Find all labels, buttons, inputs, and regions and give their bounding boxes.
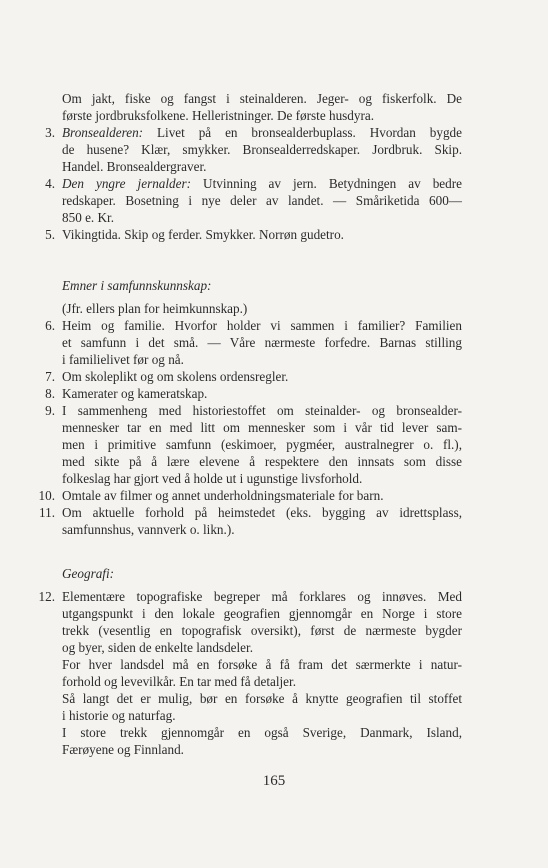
text-line [62,588,462,605]
text-line [62,351,462,368]
text-line [62,487,462,504]
text-line [62,707,462,724]
line-text: Så langt det er mulig, bør en forsøke å knytte geografien til stoffet [62,691,462,706]
text-line [62,673,462,690]
list-item [39,504,462,538]
text-line [62,209,462,226]
line-text: Omtale av filmer og annet underholdningsmateriale for barn. [62,488,384,503]
text-line [62,622,462,639]
line-text: I sammenheng med historiestoffet om steinalder- og bronsealder- [62,403,462,418]
heading-geografi: Geografi: [62,566,115,581]
text-line [62,504,462,521]
line-text: utgangspunkt i den lokale geografien gjennomgår en Norge i store [62,606,462,621]
line-text: redskaper. Bosetning i nye deler av landet. — Småriketida 600— [62,193,462,208]
geography-topics-list [38,588,462,758]
text-line [62,124,462,141]
list-item [45,124,462,175]
line-text: Vikingtida. Skip og ferder. Smykker. Norrøn gudetro. [62,227,344,242]
text-line [62,453,462,470]
list-item [45,402,462,487]
line-text: forhold og levevilkår. En tar med få detaljer. [62,674,296,689]
line-text: Utvinning av jern. Betydningen av bedre [191,176,463,191]
line-text: mennesker tar en med litt om mennesker som i vår tid lever sam- [62,420,462,435]
text-line [62,192,462,209]
social-studies-topics-list [38,300,462,538]
text-line [62,521,462,538]
list-item [38,588,462,758]
text-line [62,385,462,402]
item-number: 6. [45,318,55,333]
item-number: 11. [39,505,55,520]
text-line [62,368,462,385]
item-number: 12. [38,589,55,604]
line-text: 850 e. Kr. [62,210,115,225]
text-line [62,175,462,192]
text-line [62,605,462,622]
line-text: folkeslag har gjort ved å holde ut i ugunstige livsforhold. [62,471,363,486]
line-text: med sikte på å lære elevene å respektere den innsats som disse [62,454,462,469]
text-line [62,741,462,758]
italic-term: Bronsealderen: [62,125,144,140]
item-number: 8. [45,386,55,401]
text-line [62,690,462,707]
italic-term: Den yngre jernalder: [62,176,192,191]
page-number: 165 [262,773,286,789]
text-line [62,419,462,436]
line-text: Elementære topografiske begreper må forklares og innøves. Med [62,589,462,604]
line-text: samfunnshus, vannverk o. likn.). [62,522,235,537]
line-text: I store trekk gjennomgår en også Sverige, Danmark, Island, [62,725,462,740]
line-text: (Jfr. ellers plan for heimkunnskap.) [62,301,248,316]
item-number: 7. [45,369,55,384]
list-item [62,300,462,317]
text-line [62,141,462,158]
line-text: et samfunn i det små. — Våre nærmeste forfedre. Barnas stilling [62,335,462,350]
text-line [62,334,462,351]
line-text: første jordbruksfolkene. Helleristninger. De første husdyra. [62,108,375,123]
text-line [62,402,462,419]
line-text: de husene? Klær, smykker. Bronsealderredskaper. Jordbruk. Skip. [62,142,462,157]
line-text: i familielivet før og nå. [62,352,184,367]
list-item [45,317,462,368]
line-text: og byer, siden de enkelte landsdeler. [62,640,253,655]
item-number: 9. [45,403,55,418]
list-item [45,385,462,402]
text-line [62,90,462,107]
item-number: 10. [38,488,55,503]
history-topics-list [45,90,463,243]
line-text: Om skoleplikt og om skolens ordensregler. [62,369,289,384]
line-text: trekk (vesentlig en topografisk oversikt), først de nærmeste bygder [62,623,462,638]
line-text: For hver landsdel må en forsøke å få fram det særmerkte i natur- [62,657,462,672]
list-item [38,487,462,504]
item-number: 3. [45,125,55,140]
line-text: Om jakt, fiske og fangst i steinalderen. Jeger- og fiskerfolk. De [62,91,462,106]
text-line [62,656,462,673]
text-line [62,724,462,741]
text-line [62,470,462,487]
line-text: i historie og naturfag. [62,708,176,723]
line-text: Livet på en bronsealderbuplass. Hvordan bygde [143,125,462,140]
text-line [62,436,462,453]
item-number: 4. [45,176,55,191]
line-text: Handel. Bronsealdergraver. [62,159,207,174]
line-text: Om aktuelle forhold på heimstedet (eks. bygging av idrettsplass, [62,505,462,520]
text-line [62,317,462,334]
heading-emner: Emner i samfunnskunnskap: [62,278,212,293]
text-line [62,226,462,243]
list-item [62,90,462,124]
line-text: Færøyene og Finnland. [62,742,184,757]
text-line [62,300,462,317]
line-text: men i primitive samfunn (eskimoer, pygméer, australnegrer o. fl.), [62,437,462,452]
list-item [45,175,463,226]
list-item [45,226,462,243]
text-line [62,107,462,124]
line-text: Kamerater og kameratskap. [62,386,208,401]
text-line [62,158,462,175]
text-line [62,639,462,656]
list-item [45,368,462,385]
item-number: 5. [45,227,55,242]
line-text: Heim og familie. Hvorfor holder vi sammen i familier? Familien [62,318,462,333]
